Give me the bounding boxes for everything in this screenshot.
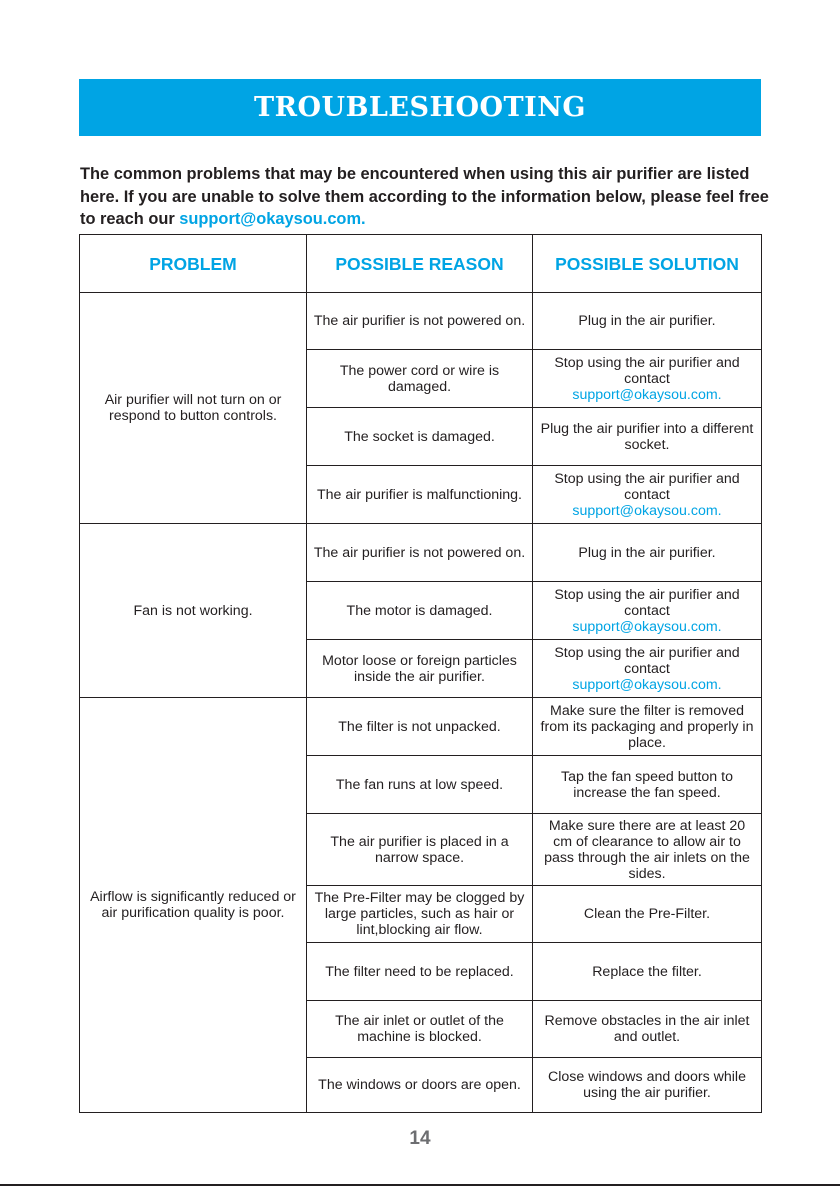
solution-cell: [533, 698, 762, 756]
solution-text: Replace the filter.: [592, 963, 702, 980]
support-email-link[interactable]: support@okaysou.com.: [572, 676, 722, 693]
reason-cell: The filter need to be replaced.: [307, 943, 533, 1001]
solution-text: Clean the Pre-Filter.: [583, 906, 711, 922]
reason-cell: The windows or doors are open.: [307, 1058, 533, 1113]
reason-cell: The power cord or wire is damaged.: [307, 350, 533, 408]
solution-text: Remove obstacles in the air inlet and outlet.: [544, 1013, 750, 1045]
page-title: TROUBLESHOOTING: [254, 92, 586, 123]
solution-text: Plug the air purifier into a different socket.: [540, 420, 754, 453]
solution-cell: [533, 756, 762, 814]
solution-text: Close windows and doors while using the air purifier.: [548, 1069, 746, 1101]
intro-text: The common problems that may be encountered when using this air purifier are listed here. If you are unable to solve them according to the information below, please feel free to reach our: [80, 165, 769, 228]
solution-cell: [533, 524, 762, 582]
solution-cell: [533, 293, 762, 350]
reason-cell: The motor is damaged.: [307, 582, 533, 640]
table-row: [80, 524, 762, 582]
header-possible-solution: POSSIBLE SOLUTION: [533, 235, 762, 293]
solution-text: Plug in the air purifier.: [578, 544, 716, 561]
solution-text: Tap the fan speed button to increase the fan speed.: [561, 768, 733, 801]
solution-cell: [533, 408, 762, 466]
support-email-link[interactable]: support@okaysou.com.: [179, 210, 366, 228]
table-row: [80, 698, 762, 756]
reason-cell: The filter is not unpacked.: [307, 698, 533, 756]
problem-cell: Fan is not working.: [80, 524, 307, 698]
reason-cell: The air inlet or outlet of the machine is blocked.: [307, 1001, 533, 1058]
solution-text: Stop using the air purifier and contact: [554, 354, 740, 387]
support-email-link[interactable]: support@okaysou.com.: [572, 618, 722, 635]
solution-text: Stop using the air purifier and contact: [554, 586, 740, 619]
solution-text: Make sure the filter is removed from its packaging and properly in place.: [540, 702, 754, 751]
header-possible-reason: POSSIBLE REASON: [307, 235, 533, 293]
solution-cell: [533, 1058, 762, 1113]
reason-cell: The air purifier is placed in a narrow space.: [307, 814, 533, 886]
intro-paragraph: [80, 163, 770, 231]
solution-text: Stop using the air purifier and contact: [554, 470, 740, 503]
support-email-link[interactable]: support@okaysou.com.: [572, 386, 722, 403]
reason-cell: The socket is damaged.: [307, 408, 533, 466]
solution-text: Plug in the air purifier.: [578, 313, 716, 329]
table-header-row: [80, 235, 762, 293]
solution-cell: [533, 1001, 762, 1058]
problem-cell: Air purifier will not turn on or respond to button controls.: [80, 293, 307, 524]
table-body: [80, 293, 762, 1113]
support-email-link[interactable]: support@okaysou.com.: [572, 502, 722, 519]
problem-cell: Airflow is significantly reduced or air purification quality is poor.: [80, 698, 307, 1113]
reason-cell: The air purifier is not powered on.: [307, 293, 533, 350]
solution-text: Make sure there are at least 20 cm of clearance to allow air to pass through the air inlets on the sides.: [544, 817, 750, 882]
reason-cell: Motor loose or foreign particles inside the air purifier.: [307, 640, 533, 698]
table-row: [80, 293, 762, 350]
solution-cell: [533, 582, 762, 640]
solution-text: Stop using the air purifier and contact: [554, 644, 740, 677]
solution-cell: [533, 943, 762, 1001]
solution-cell: [533, 640, 762, 698]
solution-cell: [533, 814, 762, 886]
title-banner: [79, 79, 761, 136]
reason-cell: The fan runs at low speed.: [307, 756, 533, 814]
troubleshooting-table: [79, 234, 762, 1113]
solution-cell: [533, 886, 762, 943]
header-problem: PROBLEM: [80, 235, 307, 293]
page-number: 14: [409, 1128, 431, 1149]
reason-cell: The air purifier is malfunctioning.: [307, 466, 533, 524]
solution-cell: [533, 350, 762, 408]
reason-cell: The Pre-Filter may be clogged by large particles, such as hair or lint,blocking air flow.: [307, 886, 533, 943]
reason-cell: The air purifier is not powered on.: [307, 524, 533, 582]
solution-cell: [533, 466, 762, 524]
